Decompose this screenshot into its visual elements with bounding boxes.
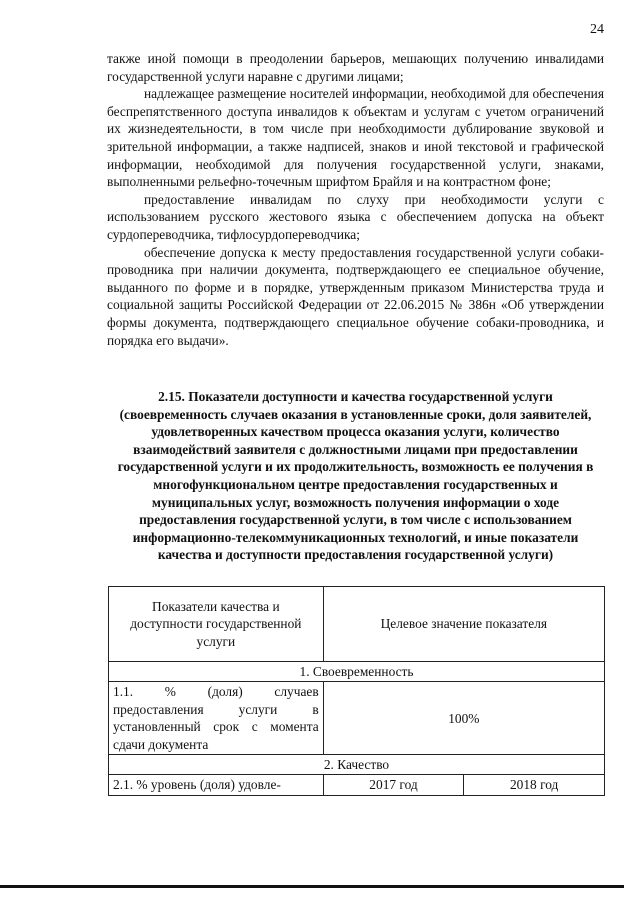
table-header-row (109, 587, 605, 662)
header-target-value: Целевое значение показателя (323, 587, 604, 662)
paragraph-4: обеспечение допуска к месту предоставления государственной услуги собаки-проводника при наличии документа, подтверждающего ее специальное обучение, выданного по форме и в порядке, утвержденным приказом Министерства труда и социальной защиты Российской Федерации от 22.06.2015 № 386н «Об утверждении формы документа, подтверждающего специальное обучение собаки-проводника, и порядка его выдачи». (107, 244, 604, 348)
section-heading: 2.15. Показатели доступности и качества государственной услуги (своевременность случаев оказания в установленные сроки, доля заявителей, удовлетворенных качеством процесса оказания услуги, количество взаимодействий заявителя с должностными лицами при предоставлении государственной услуги и их продолжительность, возможность ее получения в многофункциональном центре предоставления государственных и муниципальных услуг, возможность получения информации о ходе предоставления государственной услуги, в том числе с использованием информационно-телекоммуникационных технологий, и иные показатели качества и доступности предоставления государственной услуги) (117, 389, 594, 563)
paragraph-2: надлежащее размещение носителей информации, необходимой для обеспечения беспрепятственного доступа инвалидов к объектам и услугам с учетом ограничений их жизнедеятельности, в том числе при необходимости дублирование звуковой и зрительной информации, а также надписей, знаков и иной текстовой и графической информации, необходимой для получения государственной услуги, знаками, выполненными рельефно-точечным шрифтом Брайля и на контрастном фоне; (107, 86, 604, 190)
row-timeliness-value: 100% (323, 682, 604, 755)
table-row (109, 775, 605, 795)
section-timeliness: 1. Своевременность (109, 662, 605, 682)
header-indicators: Показатели качества и доступности государственной услуги (109, 587, 324, 662)
page-bottom-rule (0, 885, 624, 888)
year-2018: 2018 год (464, 775, 605, 795)
section-quality: 2. Качество (109, 755, 605, 775)
table-section-row (109, 662, 605, 682)
table-section-row (109, 755, 605, 775)
paragraph-3: предоставление инвалидам по слуху при необходимости услуги с использованием русского жестового языка с обеспечением допуска на объект сурдопереводчика, тифлосурдопереводчика; (107, 191, 604, 242)
row-timeliness-label: 1.1. % (доля) случаев предоставления услуги в установленный срок с момента сдачи документа (109, 682, 324, 755)
paragraph-1: также иной помощи в преодолении барьеров, мешающих получению инвалидами государственной услуги наравне с другими лицами; (107, 51, 604, 84)
indicators-table (108, 586, 605, 796)
year-2017: 2017 год (323, 775, 464, 795)
page-number: 24 (590, 22, 604, 37)
table-row (109, 682, 605, 755)
row-quality-label: 2.1. % уровень (доля) удовле- (109, 775, 324, 795)
body-text (107, 50, 604, 349)
